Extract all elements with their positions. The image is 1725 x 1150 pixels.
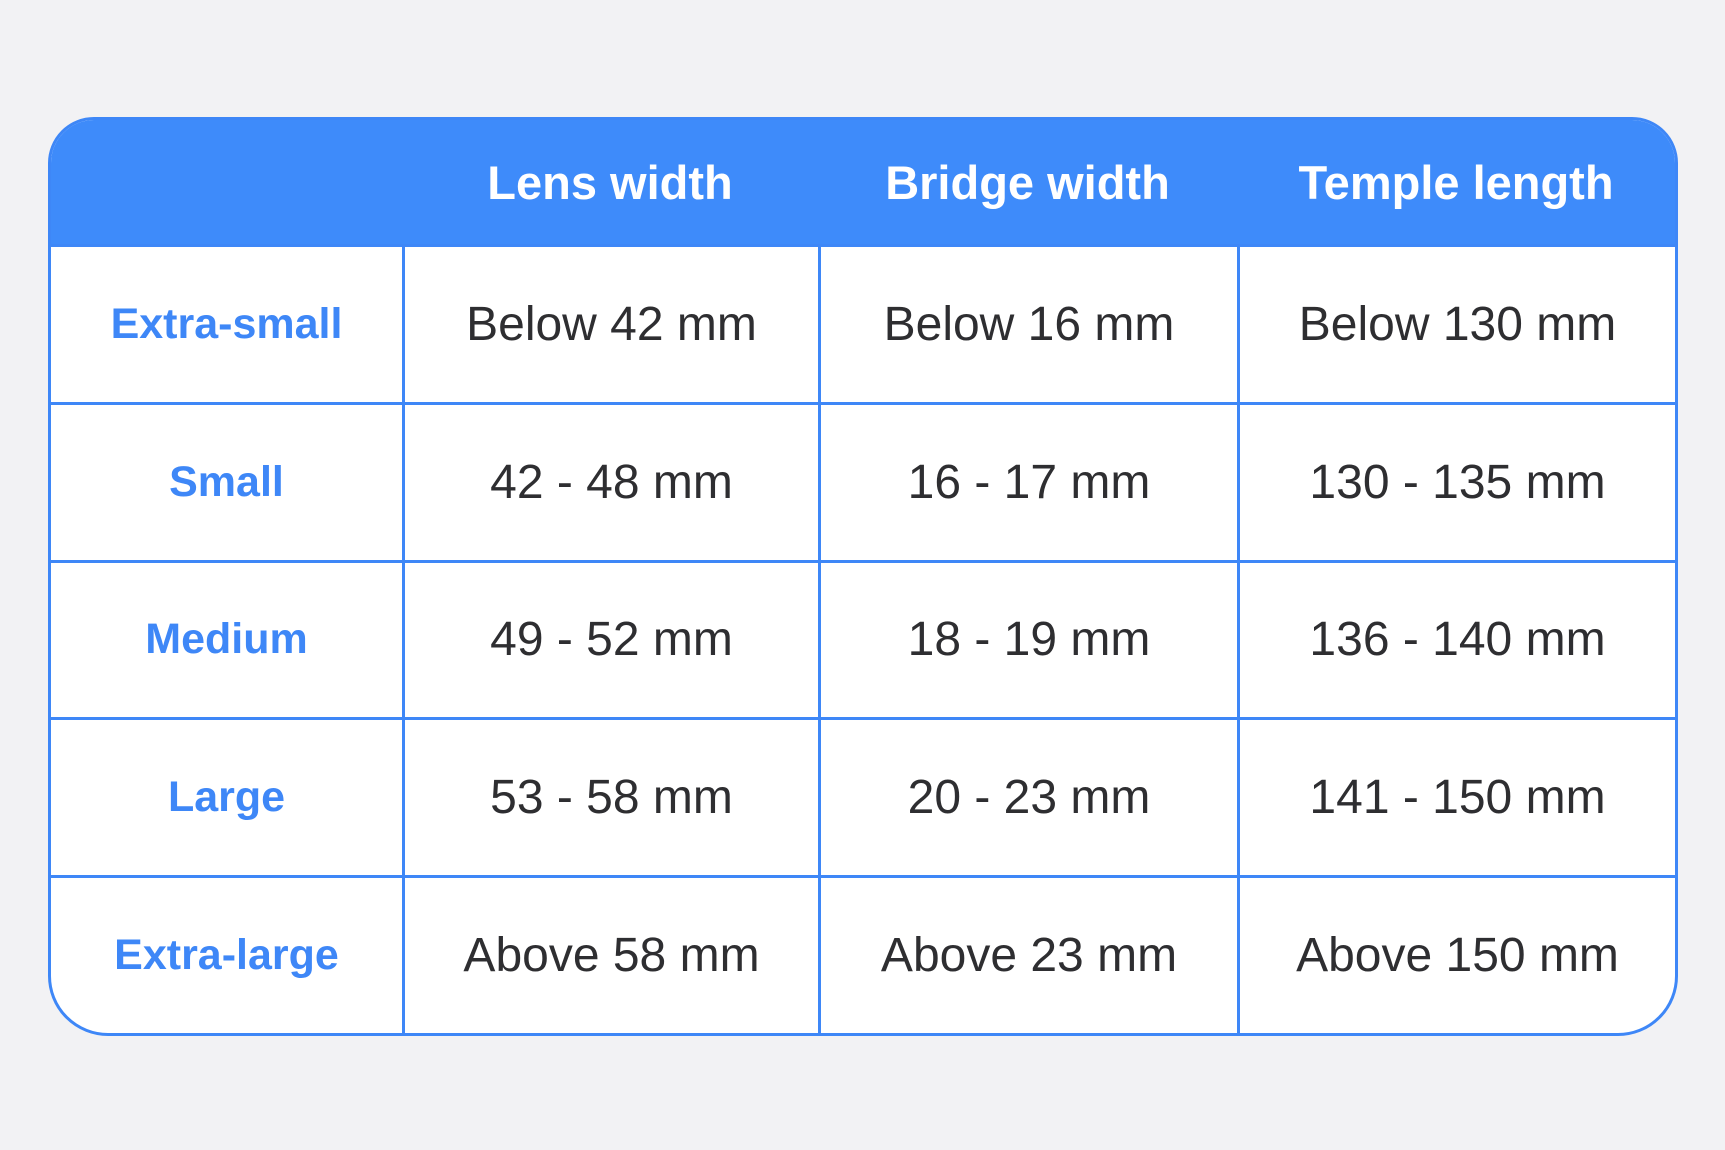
bridge-width-value: Above 23 mm	[818, 875, 1237, 1033]
header-corner-cell	[51, 120, 402, 244]
bridge-width-value: 16 - 17 mm	[818, 402, 1237, 560]
header-bridge-width: Bridge width	[885, 155, 1170, 209]
bridge-width-value: 20 - 23 mm	[818, 717, 1237, 875]
table-row-small	[51, 402, 1675, 560]
table-row-extra-large	[51, 875, 1675, 1033]
lens-width-value: Above 58 mm	[402, 875, 818, 1033]
table-header-row	[51, 120, 1675, 244]
temple-length-value: Below 130 mm	[1237, 244, 1675, 402]
lens-width-value: 42 - 48 mm	[402, 402, 818, 560]
temple-length-value: 141 - 150 mm	[1237, 717, 1675, 875]
row-label: Extra-large	[51, 875, 402, 1033]
bridge-width-value: 18 - 19 mm	[818, 560, 1237, 718]
row-label: Extra-small	[51, 244, 402, 402]
temple-length-value: 130 - 135 mm	[1237, 402, 1675, 560]
table-row-medium	[51, 560, 1675, 718]
row-label: Small	[51, 402, 402, 560]
size-guide-table	[48, 117, 1678, 1036]
bridge-width-value: Below 16 mm	[818, 244, 1237, 402]
table-row-extra-small	[51, 244, 1675, 402]
temple-length-value: 136 - 140 mm	[1237, 560, 1675, 718]
row-label: Large	[51, 717, 402, 875]
lens-width-value: 49 - 52 mm	[402, 560, 818, 718]
table-row-large	[51, 717, 1675, 875]
row-label: Medium	[51, 560, 402, 718]
lens-width-value: 53 - 58 mm	[402, 717, 818, 875]
lens-width-value: Below 42 mm	[402, 244, 818, 402]
header-lens-width: Lens width	[487, 155, 733, 209]
temple-length-value: Above 150 mm	[1237, 875, 1675, 1033]
header-temple-length: Temple length	[1298, 155, 1614, 209]
